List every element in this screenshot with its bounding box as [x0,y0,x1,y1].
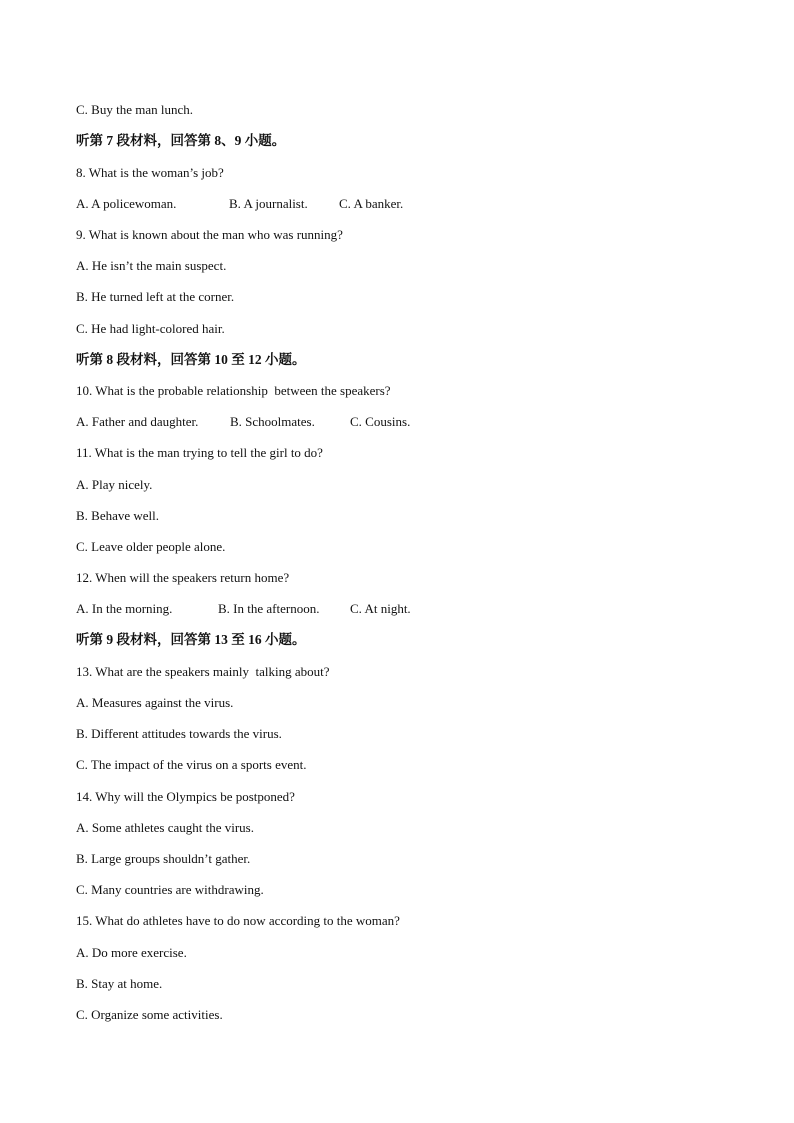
question-12-options [76,601,411,617]
option-c-q13: C. The impact of the virus on a sports event. [76,757,307,772]
option-b-q13: B. Different attitudes towards the virus. [76,726,282,741]
option-b-q9: B. He turned left at the corner. [76,289,235,304]
question-8: 8. What is the woman’s job? [76,165,224,180]
option-c-q14: C. Many countries are withdrawing. [76,882,264,897]
option-a-q15: A. Do more exercise. [76,945,187,960]
question-10: 10. What is the probable relationship between the speakers? [76,383,391,398]
option-c-q10: C. Cousins. [350,414,411,429]
option-b-q14: B. Large groups shouldn’t gather. [76,851,251,866]
option-c-q7: C. Buy the man lunch. [76,102,193,117]
option-c-q11: C. Leave older people alone. [76,539,226,554]
option-b-q10: B. Schoolmates. [230,414,315,429]
question-12: 12. When will the speakers return home? [76,570,290,585]
option-a-q11: A. Play nicely. [76,477,153,492]
option-a-q14: A. Some athletes caught the virus. [76,820,254,835]
option-c-q15: C. Organize some activities. [76,1007,223,1022]
section-heading-8: 听第 8 段材料，回答第 10 至 12 小题。 [76,352,306,367]
option-c-q9: C. He had light-colored hair. [76,321,225,336]
option-c-q12: C. At night. [350,601,411,616]
option-a-q10: A. Father and daughter. [76,414,199,429]
question-13: 13. What are the speakers mainly talking about? [76,664,330,679]
option-a-q9: A. He isn’t the main suspect. [76,258,227,273]
question-8-options [76,196,404,212]
option-a-q13: A. Measures against the virus. [76,695,234,710]
question-11: 11. What is the man trying to tell the girl to do? [76,445,323,460]
option-a-q8: A. A policewoman. [76,196,177,211]
section-heading-9: 听第 9 段材料，回答第 13 至 16 小题。 [76,632,306,647]
question-14: 14. Why will the Olympics be postponed? [76,789,295,804]
option-b-q11: B. Behave well. [76,508,160,523]
option-c-q8: C. A banker. [339,196,404,211]
option-b-q8: B. A journalist. [229,196,308,211]
question-15: 15. What do athletes have to do now according to the woman? [76,913,400,928]
option-b-q15: B. Stay at home. [76,976,163,991]
option-b-q12: B. In the afternoon. [218,601,320,616]
question-9: 9. What is known about the man who was running? [76,227,343,242]
question-10-options [76,414,411,430]
section-heading-7: 听第 7 段材料，回答第 8、9 小题。 [76,133,286,148]
option-a-q12: A. In the morning. [76,601,173,616]
